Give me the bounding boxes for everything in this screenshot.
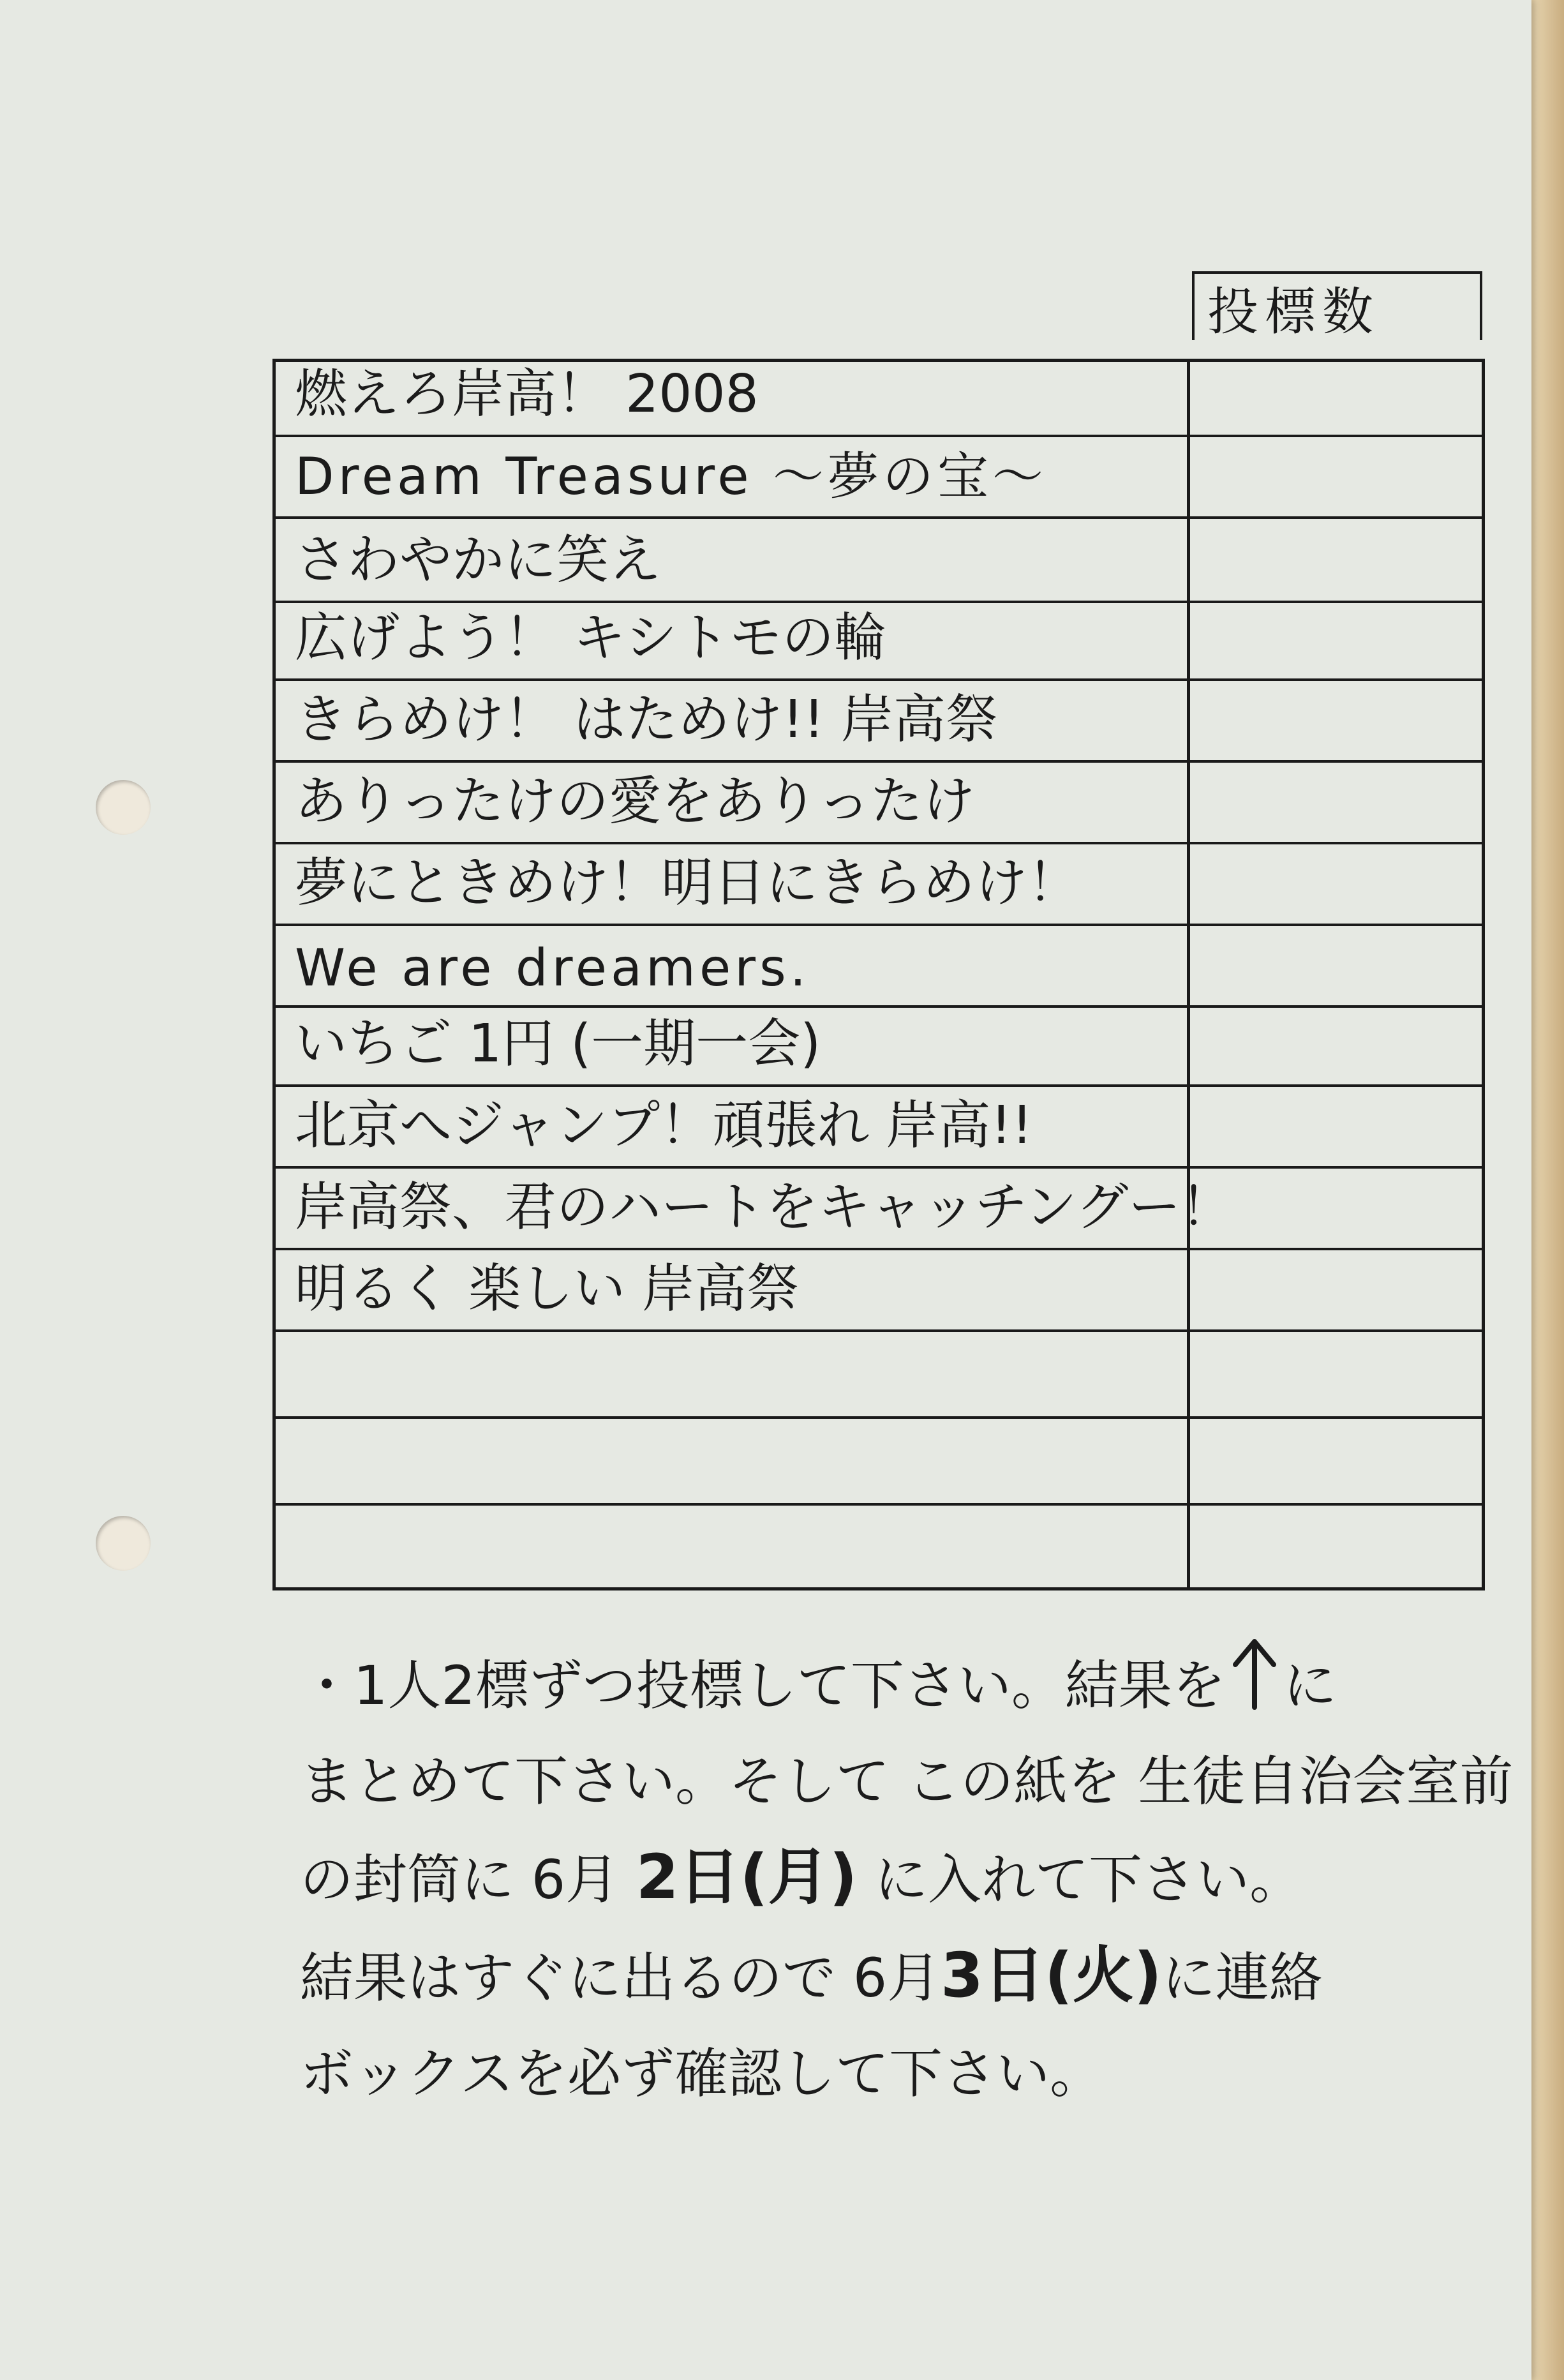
slogan-row-5 <box>276 681 1482 763</box>
slogan-text: さわやかに笑え <box>295 530 662 590</box>
instruction-line-2: まとめて下さい。そして この紙を 生徒自治会室前 <box>300 1750 1514 1813</box>
slogan-text: 岸高祭、君のハートをキャッチングー！ <box>295 1177 1233 1238</box>
slogan-text: きらめけ！ はためけ!! 岸高祭 <box>295 689 998 750</box>
slogan-text: 北京へジャンプ！頑張れ 岸高!! <box>295 1095 1033 1156</box>
slogan-row-2 <box>276 437 1482 519</box>
binder-hole-top <box>96 780 151 835</box>
deadline-date: 2日(月) <box>636 1841 858 1913</box>
voting-instructions <box>300 1634 1514 2122</box>
slogan-row-3 <box>276 519 1482 603</box>
slogan-row-12 <box>276 1250 1482 1332</box>
instruction-text: に連絡 <box>1161 1947 1323 2009</box>
slogan-text: 夢にときめけ！明日にきらめけ！ <box>295 853 1080 913</box>
slogan-row-15 <box>276 1506 1482 1587</box>
slogan-row-8 <box>276 926 1482 1008</box>
instruction-text: 結果はすぐに出るので 6月 <box>300 1947 941 2009</box>
slogan-text: We are dreamers. <box>295 938 810 998</box>
instruction-text: に入れて下さい。 <box>857 1848 1304 1911</box>
instruction-line-3 <box>300 1829 1500 1927</box>
instruction-text: に <box>1283 1654 1337 1717</box>
vote-count-header <box>1192 271 1482 340</box>
slogan-text: Dream Treasure ～夢の宝～ <box>295 447 1047 506</box>
slogan-row-7 <box>276 844 1482 926</box>
result-date: 3日(火) <box>941 1940 1162 2011</box>
instruction-line-1 <box>300 1634 1500 1733</box>
instruction-line-5: ボックスを必ず確認して下さい。 <box>300 2042 1104 2105</box>
slogan-row-14 <box>276 1419 1482 1506</box>
instruction-text: ・1人2標ずつ投標して下さい。結果を <box>300 1654 1226 1717</box>
slogan-row-9 <box>276 1008 1482 1087</box>
slogan-text: 広げよう！ キシトモの輪 <box>295 608 887 668</box>
up-arrow-icon <box>1226 1634 1283 1710</box>
slogan-text: 明るく 楽しい 岸高祭 <box>295 1259 800 1319</box>
slogan-row-11 <box>276 1169 1482 1250</box>
instruction-text: の封筒に 6月 <box>300 1848 636 1911</box>
slogan-text: 燃えろ岸高！ 2008 <box>295 364 759 424</box>
slogan-text: ありったけの愛をありったけ <box>295 771 976 832</box>
ballot-table <box>272 359 1485 1590</box>
instruction-line-4 <box>300 1927 1500 2026</box>
vote-count-label: 投標数 <box>1207 281 1380 341</box>
slogan-row-1 <box>276 362 1482 437</box>
slogan-row-4 <box>276 603 1482 681</box>
slogan-row-10 <box>276 1087 1482 1169</box>
slogan-row-6 <box>276 763 1482 844</box>
slogan-text: いちご 1円 (一期一会) <box>295 1014 821 1074</box>
slogan-row-13 <box>276 1332 1482 1419</box>
binder-hole-bottom <box>96 1516 151 1571</box>
